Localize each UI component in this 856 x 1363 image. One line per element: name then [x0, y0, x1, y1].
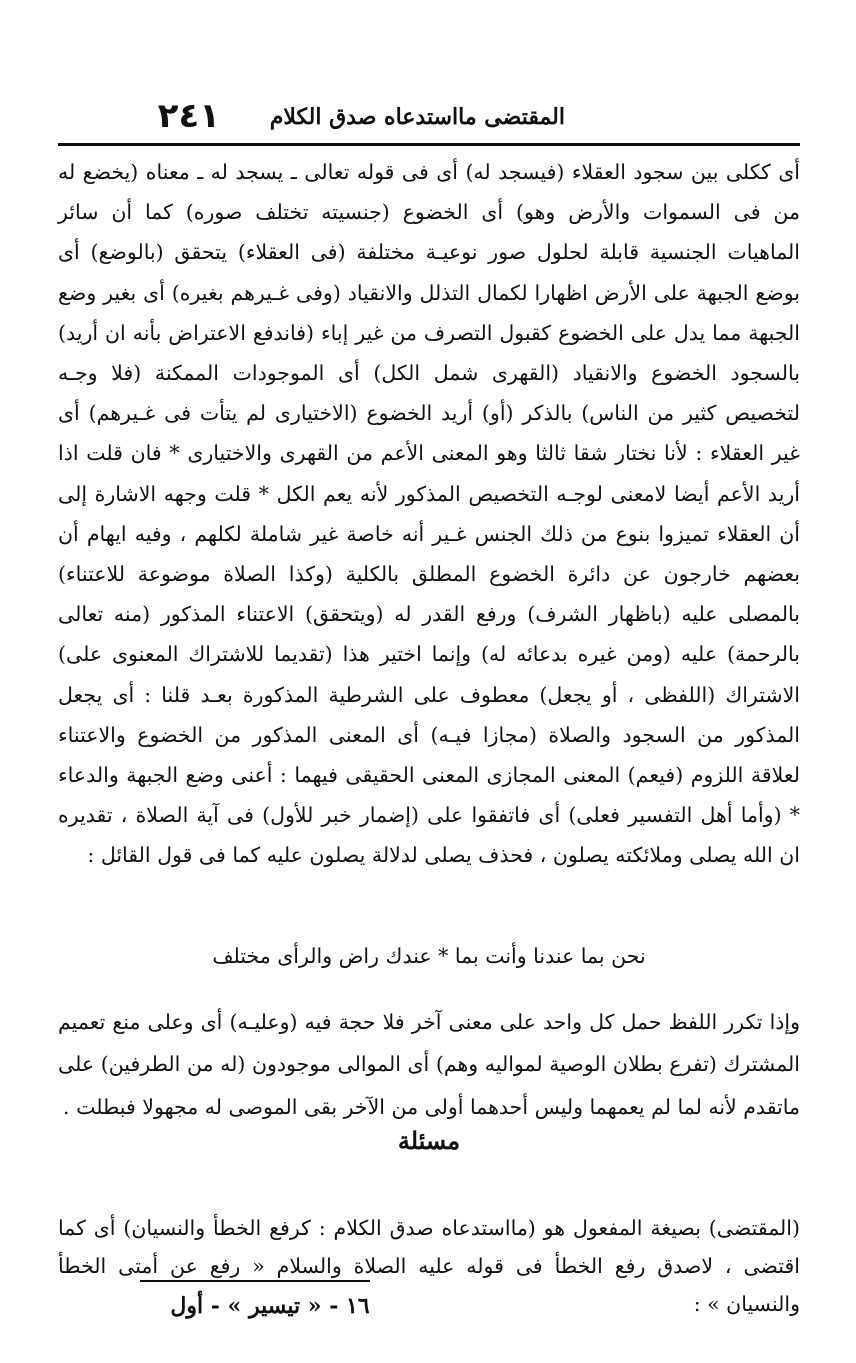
main-commentary-block: [58, 152, 800, 876]
page-number: ٢٤١: [157, 96, 220, 136]
page-header: [100, 96, 800, 144]
running-title: المقتضى مااستدعاه صدق الكلام: [269, 104, 565, 130]
commentary-paragraph: أى ككلى بين سجود العقلاء (فيسجد له) أى فى قوله تعالى ـ يسجد له ـ معناه (يخضع له من فى السموات والأرض وهو) أى الخضوع (جنسيته تختلف صوره) كما أن سائر الماهيات الجنسية قابلة لحلول صور نوعيـة مختلفة (فى العقلاء) يتحقق (بالوضع) أى بوضع الجبهة على الأرض اظهارا لكمال التذلل والانقياد (وفى غـيرهم بغيره) أى بغير وضع الجبهة مما يدل على الخضوع كقبول التصرف من غير إباء (فاندفع الاعتراض بأنه ان أريد) بالسجود الخضوع والانقياد (القهرى شمل الكل) أى الموجودات الممكنة (فلا وجـه لتخصيص كثير من الناس) بالذكر (أو) أريد الخضوع (الاختيارى لم يتأت فى غـيرهم) أى غير العقلاء : لأنا نختار شقا ثالثا وهو المعنى الأعم من القهرى والاختيارى * فان قلت اذا أريد الأعم أيضا لامعنى لوجـه التخصيص المذكور لأنه يعم الكل * قلت وجهه الاشارة إلى أن العقلاء تميزوا بنوع من ذلك الجنس غـير أنه خاصة غير شاملة لكلهم ، وفيه ايهام أن بعضهم خارجون عن دائرة الخضوع المطلق بالكلية (وكذا الصلاة موضوعة للاعتناء) بالمصلى عليه (باظهار الشرف) ورفع القدر له (ويتحقق) الاعتناء المذكور (منه تعالى بالرحمة) عليه (ومن غيره بدعائه له) وإنما اختير هذا (تقديما للاشتراك المعنوى على) الاشتراك (اللفظى ، أو يجعل) معطوف على الشرطية المذكورة بعـد قلنا : أى يجعل المذكور من السجود والصلاة (مجازا فيـه) أى المعنى المذكور من الخضوع والاعتناء لعلاقة اللزوم (فيعم) المعنى المجازى المعنى الحقيقى فيهما : أعنى وضع الجبهة والدعاء * (وأما أهل التفسير فعلى) أى فاتفقوا على (إضمار خبر للأول) فى آية الصلاة ، تقديره ان الله يصلى وملائكته يصلون ، فحذف يصلى لدلالة يصلون عليه كما فى قول القائل :: [58, 160, 800, 868]
section-heading: مسئلة: [397, 1126, 461, 1155]
continuation-paragraph: وإذا تكرر اللفظ حمل كل واحد على معنى آخر فلا حجة فيه (وعليـه) أى وعلى منع تعميم المشترك (تفرع بطلان الوصية لمواليه وهم) أى الموالى موجودون (له من الطرفين) على ماتقدم لأنه لما لم يعمهما وليس أحدهما أولى من الآخر بقى الموصى له مجهولا فبطلت .: [58, 1009, 800, 1119]
section-paragraph: (المقتضى) بصيغة المفعول هو (مااستدعاه صدق الكلام : كرفع الخطأ والنسيان) أى كما اقتضى ، لاصدق رفع الخطأ فى قوله عليه الصلاة والسلام « رفع عن أمتى الخطأ والنسيان » :: [58, 1215, 800, 1316]
poetry-verse: نحن بما عندنا وأنت بما * عندك راض والرأى مختلف: [212, 944, 646, 968]
printer-signature: ١٦ - « تيسير » - أول: [170, 1293, 370, 1319]
footer-rule: [140, 1280, 370, 1282]
header-rule: [58, 143, 800, 146]
